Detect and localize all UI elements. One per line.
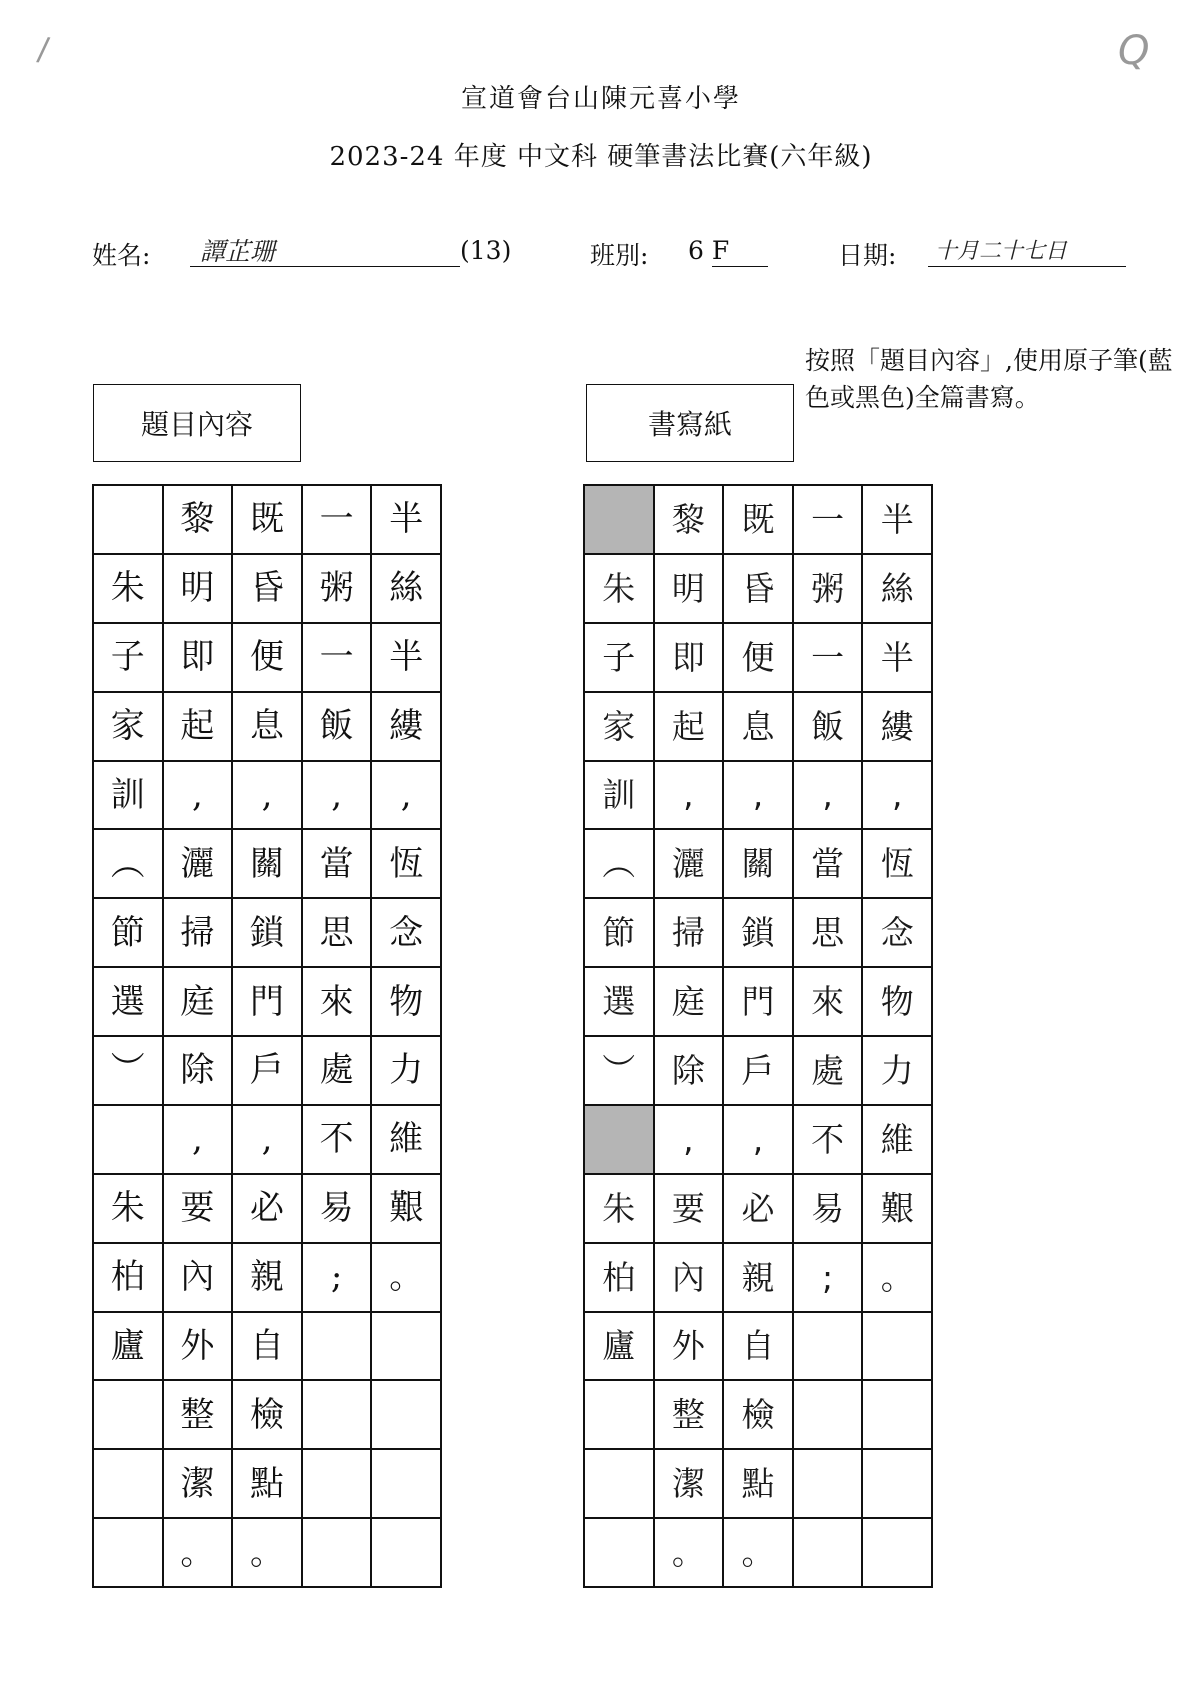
prompt_columns-cell: 選 — [93, 967, 163, 1036]
date-value: 十月二十七日 — [935, 239, 1068, 264]
corner-mark-right: Q — [1118, 28, 1150, 74]
prompt_columns-cell: 飯 — [302, 692, 372, 761]
prompt_columns-cell: 點 — [232, 1449, 302, 1518]
name-underline — [190, 266, 460, 267]
writing_columns-cell — [793, 1312, 863, 1381]
prompt_columns-cell: 易 — [302, 1174, 372, 1243]
writing_columns-cell: ; — [793, 1243, 863, 1312]
prompt_columns-cell: 恆 — [371, 829, 441, 898]
prompt_columns-cell: 要 — [163, 1174, 233, 1243]
prompt_columns-cell — [93, 1449, 163, 1518]
writing_columns-cell: 既 — [723, 485, 793, 554]
writing_columns-cell: 易 — [793, 1174, 863, 1243]
writing_columns-cell — [584, 1380, 654, 1449]
writing_columns-cell: 念 — [862, 898, 932, 967]
writing_columns-cell: 要 — [654, 1174, 724, 1243]
prompt_columns-cell: 子 — [93, 623, 163, 692]
prompt_columns-cell: , — [232, 761, 302, 830]
writing_columns-cell: 。 — [654, 1518, 724, 1587]
prompt_columns-cell: 維 — [371, 1105, 441, 1174]
student-number: (13) — [460, 236, 512, 265]
writing_columns-cell: 選 — [584, 967, 654, 1036]
date-label: 日期: — [838, 241, 897, 270]
prompt_columns-cell — [93, 485, 163, 554]
writing_columns-cell: 關 — [723, 829, 793, 898]
writing_columns-cell — [862, 1518, 932, 1587]
prompt_columns-cell: 思 — [302, 898, 372, 967]
prompt_columns-cell: 家 — [93, 692, 163, 761]
writing_columns-cell: 絲 — [862, 554, 932, 623]
prompt_columns-cell: 。 — [163, 1518, 233, 1587]
writing_columns-cell: , — [723, 1105, 793, 1174]
name-label: 姓名: — [92, 241, 151, 270]
writing_columns-cell: , — [723, 761, 793, 830]
prompt_columns-cell: 不 — [302, 1105, 372, 1174]
writing_columns-cell: 息 — [723, 692, 793, 761]
prompt_columns-cell: 外 — [163, 1312, 233, 1381]
writing_columns-cell — [862, 1312, 932, 1381]
writing_columns-cell — [584, 1518, 654, 1587]
prompt_columns-cell: 內 — [163, 1243, 233, 1312]
writing_columns-cell: 半 — [862, 623, 932, 692]
prompt_columns-cell — [93, 1380, 163, 1449]
writing_columns-cell: 。 — [862, 1243, 932, 1312]
prompt_columns-cell: 來 — [302, 967, 372, 1036]
prompt_columns-cell: 絲 — [371, 554, 441, 623]
prompt_columns-cell: 庭 — [163, 967, 233, 1036]
writing_columns-cell: 潔 — [654, 1449, 724, 1518]
class-underline — [712, 266, 768, 267]
prompt_columns-cell: , — [163, 1105, 233, 1174]
prompt_columns-cell: 處 — [302, 1036, 372, 1105]
writing_columns-cell: 廬 — [584, 1312, 654, 1381]
school-name: 宣道會台山陳元喜小學 — [460, 84, 741, 114]
prompt_columns-cell: 艱 — [371, 1174, 441, 1243]
writing_columns-cell: 灑 — [654, 829, 724, 898]
writing_columns-cell: 當 — [793, 829, 863, 898]
writing_columns-cell: 思 — [793, 898, 863, 967]
writing_columns-cell: 昏 — [723, 554, 793, 623]
prompt_columns-cell: 關 — [232, 829, 302, 898]
prompt_columns-cell — [371, 1312, 441, 1381]
writing_columns-cell — [793, 1518, 863, 1587]
writing_columns-cell: 節 — [584, 898, 654, 967]
writing_columns-cell: 粥 — [793, 554, 863, 623]
prompt_columns-cell: 當 — [302, 829, 372, 898]
writing_columns-cell — [862, 1449, 932, 1518]
writing_columns-cell: 檢 — [723, 1380, 793, 1449]
writing-label-box — [586, 384, 794, 462]
writing_columns-cell: ︶ — [584, 1036, 654, 1105]
prompt_columns-cell — [302, 1449, 372, 1518]
prompt_columns-cell: 必 — [232, 1174, 302, 1243]
prompt_columns-cell: 。 — [232, 1518, 302, 1587]
prompt_columns-cell: ︶ — [93, 1036, 163, 1105]
prompt_columns-cell: 。 — [371, 1243, 441, 1312]
prompt_columns-cell: 廬 — [93, 1312, 163, 1381]
writing_columns-cell: 縷 — [862, 692, 932, 761]
writing_columns-cell: 點 — [723, 1449, 793, 1518]
writing_columns-cell — [793, 1449, 863, 1518]
prompt_columns-cell: 檢 — [232, 1380, 302, 1449]
writing_columns-cell: 朱 — [584, 554, 654, 623]
writing_columns-cell: 外 — [654, 1312, 724, 1381]
prompt-label-box — [93, 384, 301, 462]
writing_columns-cell: 維 — [862, 1105, 932, 1174]
writing_columns-cell — [584, 1105, 654, 1174]
prompt_columns-cell — [93, 1518, 163, 1587]
prompt_columns-cell: 半 — [371, 485, 441, 554]
writing_columns-cell: 訓 — [584, 761, 654, 830]
class-label: 班別: — [590, 241, 649, 270]
writing_columns-cell: 一 — [793, 485, 863, 554]
prompt_columns-cell: 節 — [93, 898, 163, 967]
writing_columns-cell: 飯 — [793, 692, 863, 761]
prompt_columns-cell: ; — [302, 1243, 372, 1312]
writing_columns-cell: 半 — [862, 485, 932, 554]
writing_columns-cell: 即 — [654, 623, 724, 692]
prompt-grid — [92, 484, 442, 1588]
prompt_columns-cell: , — [371, 761, 441, 830]
writing_columns-cell: 力 — [862, 1036, 932, 1105]
prompt_columns-cell — [93, 1105, 163, 1174]
prompt_columns-cell: 自 — [232, 1312, 302, 1381]
writing_columns-cell: 一 — [793, 623, 863, 692]
writing_columns-cell: 整 — [654, 1380, 724, 1449]
date-underline — [928, 266, 1126, 267]
prompt_columns-cell: 即 — [163, 623, 233, 692]
writing_columns-cell: 鎖 — [723, 898, 793, 967]
prompt_columns-cell: 戶 — [232, 1036, 302, 1105]
prompt_columns-cell: 一 — [302, 485, 372, 554]
writing-grid — [583, 484, 933, 1588]
prompt_columns-cell: 粥 — [302, 554, 372, 623]
writing_columns-cell: 門 — [723, 967, 793, 1036]
class-value: 6 F — [688, 236, 730, 265]
writing_columns-cell: 自 — [723, 1312, 793, 1381]
prompt_columns-cell: 訓 — [93, 761, 163, 830]
prompt_columns-cell: 昏 — [232, 554, 302, 623]
prompt_columns-cell: 既 — [232, 485, 302, 554]
writing_columns-cell: 黎 — [654, 485, 724, 554]
writing_columns-cell: 除 — [654, 1036, 724, 1105]
writing_columns-cell: 不 — [793, 1105, 863, 1174]
prompt_columns-cell — [371, 1380, 441, 1449]
writing_columns-cell: , — [862, 761, 932, 830]
writing_columns-cell: 起 — [654, 692, 724, 761]
prompt_columns-cell: 起 — [163, 692, 233, 761]
writing_columns-cell: 戶 — [723, 1036, 793, 1105]
prompt_columns-cell: 鎖 — [232, 898, 302, 967]
prompt_columns-cell: 物 — [371, 967, 441, 1036]
writing-label: 書寫紙 — [647, 408, 732, 441]
writing_columns-cell: 便 — [723, 623, 793, 692]
prompt_columns-cell: 一 — [302, 623, 372, 692]
corner-mark-left: / — [35, 29, 52, 69]
writing_columns-cell: 朱 — [584, 1174, 654, 1243]
writing_columns-cell: 處 — [793, 1036, 863, 1105]
writing_columns-cell: 內 — [654, 1243, 724, 1312]
writing_columns-cell — [793, 1380, 863, 1449]
writing_columns-cell: 家 — [584, 692, 654, 761]
prompt_columns-cell — [302, 1380, 372, 1449]
prompt_columns-cell: , — [163, 761, 233, 830]
writing_columns-cell: 明 — [654, 554, 724, 623]
prompt_columns-cell: 潔 — [163, 1449, 233, 1518]
instruction-text: 按照「題目內容」,使用原子筆(藍色或黑色)全篇書寫。 — [805, 346, 1173, 412]
writing_columns-cell: 庭 — [654, 967, 724, 1036]
prompt_columns-cell: 半 — [371, 623, 441, 692]
prompt_columns-cell — [302, 1312, 372, 1381]
prompt_columns-cell: 縷 — [371, 692, 441, 761]
prompt_columns-cell: 整 — [163, 1380, 233, 1449]
writing_columns-cell — [862, 1380, 932, 1449]
prompt_columns-cell: 便 — [232, 623, 302, 692]
prompt_columns-cell: 明 — [163, 554, 233, 623]
writing_columns-cell: 子 — [584, 623, 654, 692]
prompt_columns-cell: 念 — [371, 898, 441, 967]
prompt_columns-cell: 親 — [232, 1243, 302, 1312]
writing_columns-cell: 。 — [723, 1518, 793, 1587]
writing_columns-cell: 物 — [862, 967, 932, 1036]
writing_columns-cell — [584, 1449, 654, 1518]
prompt_columns-cell: 掃 — [163, 898, 233, 967]
prompt_columns-cell — [371, 1518, 441, 1587]
prompt_columns-cell: 力 — [371, 1036, 441, 1105]
writing_columns-cell: 艱 — [862, 1174, 932, 1243]
prompt_columns-cell: 息 — [232, 692, 302, 761]
contest-title: 2023-24 年度 中文科 硬筆書法比賽(六年級) — [329, 142, 873, 172]
writing_columns-cell: 掃 — [654, 898, 724, 967]
prompt_columns-cell — [371, 1449, 441, 1518]
prompt-label: 題目內容 — [140, 408, 253, 441]
prompt_columns-cell: , — [302, 761, 372, 830]
prompt_columns-cell: 朱 — [93, 554, 163, 623]
writing_columns-cell: 親 — [723, 1243, 793, 1312]
writing_columns-cell: ︵ — [584, 829, 654, 898]
prompt_columns-cell: ︵ — [93, 829, 163, 898]
writing_columns-cell: , — [654, 761, 724, 830]
prompt_columns-cell: 朱 — [93, 1174, 163, 1243]
prompt_columns-cell: 除 — [163, 1036, 233, 1105]
prompt_columns-cell: 柏 — [93, 1243, 163, 1312]
writing_columns-cell: 來 — [793, 967, 863, 1036]
prompt_columns-cell — [302, 1518, 372, 1587]
prompt_columns-cell: 灑 — [163, 829, 233, 898]
writing_columns-cell: , — [654, 1105, 724, 1174]
writing_columns-cell — [584, 485, 654, 554]
writing_columns-cell: , — [793, 761, 863, 830]
prompt_columns-cell: 黎 — [163, 485, 233, 554]
name-value: 譚芷珊 — [200, 237, 276, 266]
prompt_columns-cell: 門 — [232, 967, 302, 1036]
writing_columns-cell: 柏 — [584, 1243, 654, 1312]
writing_columns-cell: 恆 — [862, 829, 932, 898]
writing_columns-cell: 必 — [723, 1174, 793, 1243]
prompt_columns-cell: , — [232, 1105, 302, 1174]
